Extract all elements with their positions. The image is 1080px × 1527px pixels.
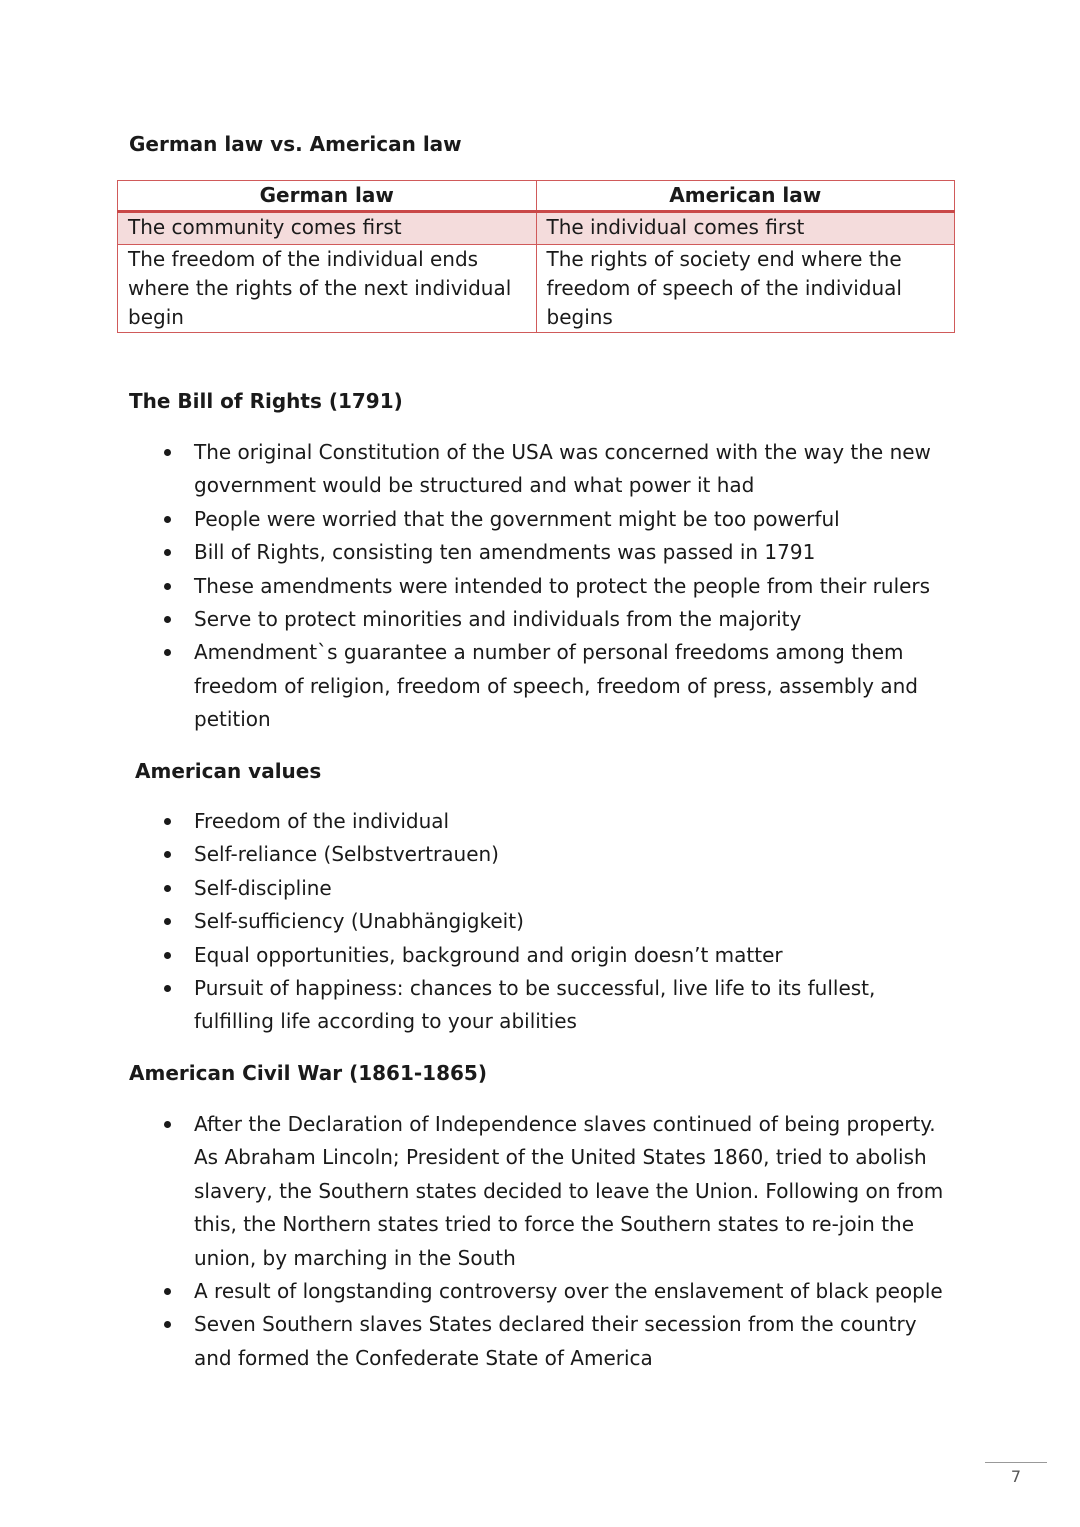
table-cell: The freedom of the individual ends where the rights of the next individual begin <box>118 245 537 333</box>
american-values-heading: American values <box>135 759 322 783</box>
list-item: Pursuit of happiness: chances to be successful, live life to its fullest, fulfilling life according to your abilities <box>164 972 954 1039</box>
civil-war-list <box>164 1108 954 1375</box>
list-item: Self-discipline <box>164 872 954 905</box>
bill-of-rights-list <box>164 436 954 737</box>
list-item: Serve to protect minorities and individuals from the majority <box>164 603 954 636</box>
list-item: A result of longstanding controversy over the enslavement of black people <box>164 1275 954 1308</box>
list-item: Equal opportunities, background and origin doesn’t matter <box>164 939 954 972</box>
civil-war-heading: American Civil War (1861-1865) <box>129 1061 487 1085</box>
list-item: Bill of Rights, consisting ten amendments was passed in 1791 <box>164 536 954 569</box>
list-item: Freedom of the individual <box>164 805 954 838</box>
list-item: These amendments were intended to protect the people from their rulers <box>164 570 954 603</box>
table-cell: The rights of society end where the freedom of speech of the individual begins <box>536 245 955 333</box>
page-number: 7 <box>985 1462 1047 1486</box>
column-header-american-law: American law <box>536 181 955 212</box>
list-item: Self-sufficiency (Unabhängigkeit) <box>164 905 954 938</box>
list-item: Self-reliance (Selbstvertrauen) <box>164 838 954 871</box>
table-cell: The individual comes first <box>536 212 955 245</box>
column-header-german-law: German law <box>118 181 537 212</box>
table-row <box>118 245 955 333</box>
table-cell: The community comes first <box>118 212 537 245</box>
list-item: People were worried that the government might be too powerful <box>164 503 954 536</box>
list-item: Seven Southern slaves States declared their secession from the country and formed the Confederate State of America <box>164 1308 954 1375</box>
bill-of-rights-heading: The Bill of Rights (1791) <box>129 389 403 413</box>
american-values-list <box>164 805 954 1039</box>
list-item: Amendment`s guarantee a number of personal freedoms among them freedom of religion, freedom of speech, freedom of press, assembly and petition <box>164 636 954 736</box>
law-comparison-heading: German law vs. American law <box>129 132 462 156</box>
table-row <box>118 212 955 245</box>
law-comparison-table <box>117 180 955 333</box>
table-header-row <box>118 181 955 212</box>
list-item: After the Declaration of Independence slaves continued of being property. As Abraham Lincoln; President of the United States 1860, tried to abolish slavery, the Southern states decided to leave the Union. Following on from this, the Northern states tried to force the Southern states to re-join the union, by marching in the South <box>164 1108 954 1275</box>
list-item: The original Constitution of the USA was concerned with the way the new government would be structured and what power it had <box>164 436 954 503</box>
